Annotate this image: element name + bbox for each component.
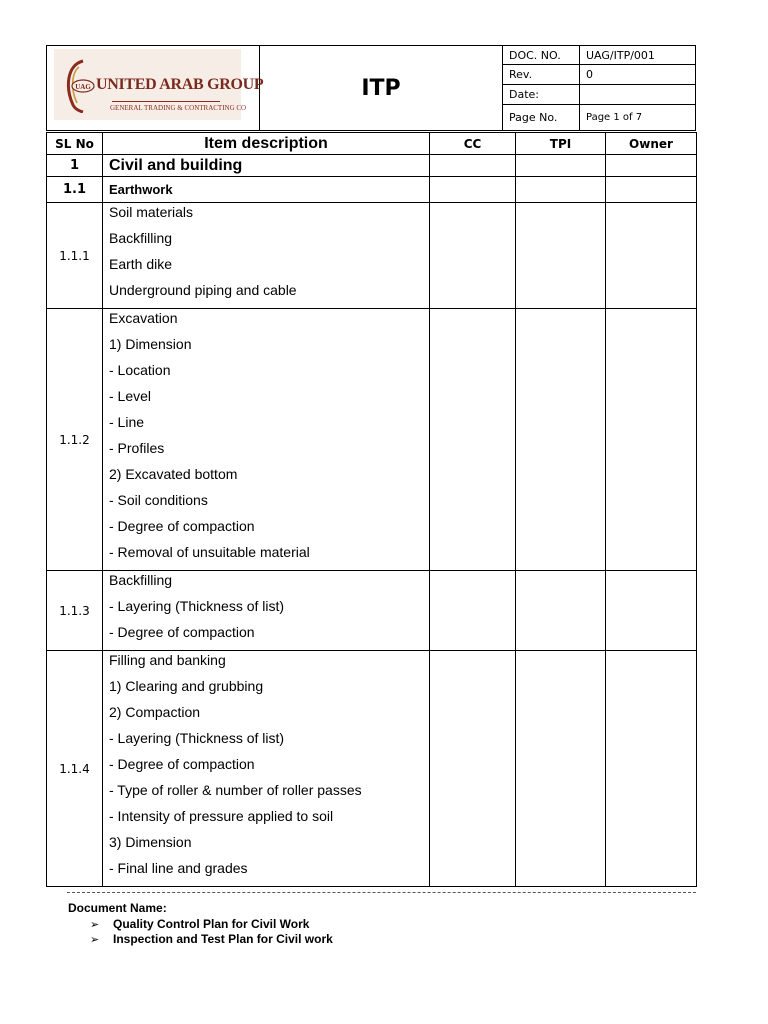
uag-emblem-icon	[61, 57, 95, 113]
meta-value	[580, 85, 696, 105]
table-row	[47, 309, 697, 571]
tpi-cell	[516, 651, 606, 887]
subsection-title: Earthwork	[103, 177, 430, 203]
cc-cell	[430, 177, 516, 203]
meta-row	[503, 46, 695, 65]
document-name-item: Inspection and Test Plan for Civil work	[113, 932, 333, 946]
meta-row	[503, 85, 695, 105]
document-name-item: Quality Control Plan for Civil Work	[113, 917, 310, 931]
meta-value: Page 1 of 7	[580, 104, 696, 130]
section-number: 1	[47, 155, 103, 177]
item-description	[103, 309, 430, 571]
description-line: Backfilling	[109, 230, 173, 246]
description-line: - Final line and grades	[109, 860, 248, 876]
description-line: 2) Excavated bottom	[109, 466, 238, 482]
cc-cell	[430, 309, 516, 571]
company-name: UNITED ARAB GROUP	[96, 76, 264, 93]
description-line: 1) Dimension	[109, 336, 192, 352]
cc-cell	[430, 651, 516, 887]
cc-cell	[430, 571, 516, 651]
description-line: Underground piping and cable	[109, 282, 297, 298]
description-line: - Location	[109, 362, 171, 378]
owner-cell	[606, 177, 697, 203]
column-header-owner: Owner	[606, 133, 697, 155]
description-line: - Layering (Thickness of list)	[109, 730, 285, 746]
owner-cell	[606, 309, 697, 571]
meta-label: Page No.	[503, 104, 580, 130]
item-number: 1.1.2	[47, 309, 103, 571]
item-description	[103, 203, 430, 309]
description-line: - Level	[109, 388, 152, 404]
owner-cell	[606, 651, 697, 887]
meta-label: Date:	[503, 85, 580, 105]
description-line: Earth dike	[109, 256, 173, 272]
meta-row	[503, 65, 695, 85]
description-line: - Degree of compaction	[109, 756, 255, 772]
cc-cell	[430, 203, 516, 309]
meta-row	[503, 104, 695, 130]
section-title: Civil and building	[103, 155, 430, 177]
logo-divider	[112, 101, 220, 102]
column-header-tpi: TPI	[516, 133, 606, 155]
title-cell	[260, 46, 503, 130]
description-line: - Degree of compaction	[109, 518, 255, 534]
list-item	[90, 932, 333, 947]
tpi-cell	[516, 309, 606, 571]
document-title: ITP	[361, 75, 401, 101]
arrowhead-bullet-icon: ➢	[90, 918, 100, 931]
owner-cell	[606, 203, 697, 309]
logo-cell	[47, 46, 264, 130]
description-line: - Type of roller & number of roller passes	[109, 782, 362, 798]
description-line: 1) Clearing and grubbing	[109, 678, 264, 694]
table-header-row	[47, 133, 697, 155]
description-line: Excavation	[109, 310, 178, 326]
section-row	[47, 155, 697, 177]
arrowhead-bullet-icon: ➢	[90, 933, 100, 946]
company-logo	[54, 49, 264, 120]
description-line: - Profiles	[109, 440, 165, 456]
list-item	[90, 917, 333, 932]
table-row	[47, 571, 697, 651]
description-line: - Line	[109, 414, 145, 430]
table-row	[47, 651, 697, 887]
document-name-list	[90, 917, 333, 947]
description-line: Backfilling	[109, 572, 173, 588]
meta-label: DOC. NO.	[503, 46, 580, 65]
description-line: - Removal of unsuitable material	[109, 544, 310, 560]
description-line: Filling and banking	[109, 652, 226, 668]
tpi-cell	[516, 155, 606, 177]
description-line: Soil materials	[109, 204, 194, 220]
meta-value: UAG/ITP/001	[580, 46, 696, 65]
item-number: 1.1.3	[47, 571, 103, 651]
description-line: 3) Dimension	[109, 834, 192, 850]
item-description	[103, 571, 430, 651]
subsection-row	[47, 177, 697, 203]
description-line: - Degree of compaction	[109, 624, 255, 640]
owner-cell	[606, 571, 697, 651]
description-line: - Soil conditions	[109, 492, 208, 508]
item-description	[103, 651, 430, 887]
subsection-number: 1.1	[47, 177, 103, 203]
column-header-item-description: Item description	[103, 133, 430, 155]
cc-cell	[430, 155, 516, 177]
logo-mark-text: UAG	[75, 83, 91, 91]
tpi-cell	[516, 571, 606, 651]
meta-label: Rev.	[503, 65, 580, 85]
description-line: - Layering (Thickness of list)	[109, 598, 285, 614]
company-subtitle: GENERAL TRADING & CONTRACTING CO	[110, 104, 247, 112]
owner-cell	[606, 155, 697, 177]
tpi-cell	[516, 177, 606, 203]
document-meta-table	[503, 46, 695, 130]
itp-table	[46, 132, 697, 887]
column-header-sl-no: SL No	[47, 133, 103, 155]
item-number: 1.1.1	[47, 203, 103, 309]
item-number: 1.1.4	[47, 651, 103, 887]
document-name-label: Document Name:	[68, 901, 167, 915]
tpi-cell	[516, 203, 606, 309]
table-row	[47, 203, 697, 309]
description-line: 2) Compaction	[109, 704, 201, 720]
meta-value: 0	[580, 65, 696, 85]
document-header	[46, 45, 696, 131]
description-line: - Intensity of pressure applied to soil	[109, 808, 334, 824]
column-header-cc: CC	[430, 133, 516, 155]
footer-divider	[67, 892, 696, 893]
